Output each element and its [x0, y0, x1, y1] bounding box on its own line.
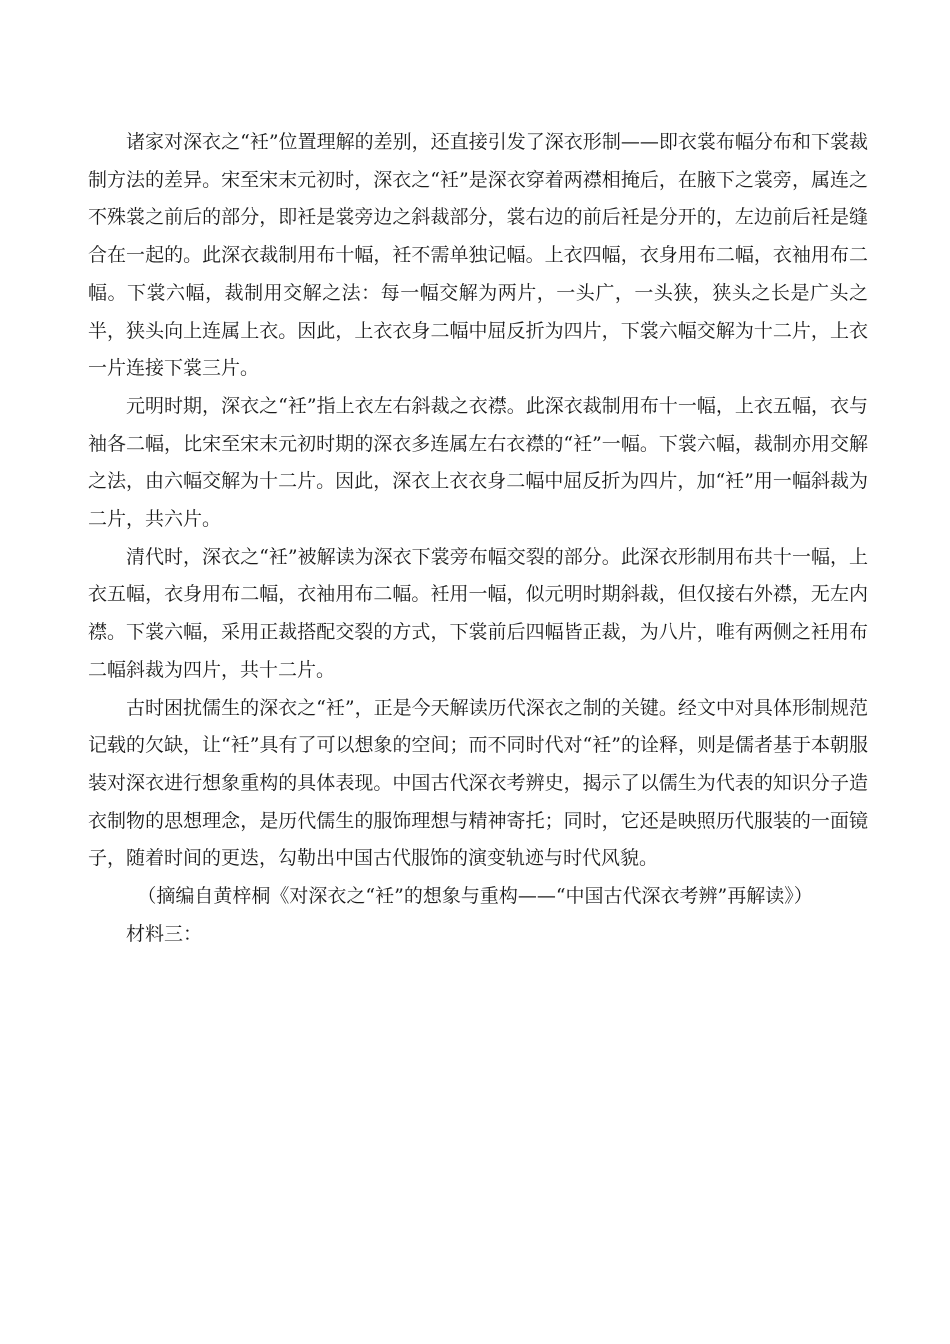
material-three-label: 材料三：: [126, 922, 203, 945]
document-page: [88, 124, 868, 953]
paragraph-qing-ren: 清代时，深衣之“衽”被解读为深衣下裳旁布幅交裂的部分。此深衣形制用布共十一幅，上衣五幅，衣身用布二幅，衣袖用布二幅。衽用一幅，似元明时期斜裁，但仅接右外襟，无左内襟。下裳六幅，采用正裁搭配交裂的方式，下裳前后四幅皆正裁，为八片，唯有两侧之衽用布二幅斜裁为四片，共十二片。: [88, 545, 868, 681]
source-citation: （摘编自黄梓桐《对深衣之“衽”的想象与重构——“中国古代深衣考辨”再解读》）: [137, 885, 813, 908]
paragraph-yuan-ming-ren: 元明时期，深衣之“衽”指上衣左右斜裁之衣襟。此深衣裁制用布十一幅，上衣五幅，衣与袖各二幅，比宋至宋末元初时期的深衣多连属左右衣襟的“衽”一幅。下裳六幅，裁制亦用交解之法，由六幅交解为十二片。因此，深衣上衣衣身二幅中屈反折为四片，加“衽”用一幅斜裁为二片，共六片。: [88, 394, 868, 531]
paragraph-song-yuan-ren: 诸家对深衣之“衽”位置理解的差别，还直接引发了深衣形制——即衣裳布幅分布和下裳裁制方法的差异。宋至宋末元初时，深衣之“衽”是深衣穿着两襟相掩后，在腋下之裳旁，属连之不殊裳之前后的部分，即衽是裳旁边之斜裁部分，裳右边的前后衽是分开的，左边前后衽是缝合在一起的。此深衣裁制用布十幅，衽不需单独记幅。上衣四幅，衣身用布二幅，衣袖用布二幅。下裳六幅，裁制用交解之法：每一幅交解为两片，一头广，一头狭，狭头之长是广头之半，狭头向上连属上衣。因此，上衣衣身二幅中屈反折为四片，下裳六幅交解为十二片，上衣一片连接下裳三片。: [88, 131, 868, 380]
paragraph-conclusion: 古时困扰儒生的深衣之“衽”，正是今天解读历代深衣之制的关键。经文中对具体形制规范记载的欠缺，让“衽”具有了可以想象的空间；而不同时代对“衽”的诠释，则是儒者基于本朝服装对深衣进行想象重构的具体表现。中国古代深衣考辨史，揭示了以儒生为代表的知识分子造衣制物的思想理念，是历代儒生的服饰理想与精神寄托；同时，它还是映照历代服装的一面镜子，随着时间的更迭，勾勒出中国古代服饰的演变轨迹与时代风貌。: [88, 696, 868, 870]
